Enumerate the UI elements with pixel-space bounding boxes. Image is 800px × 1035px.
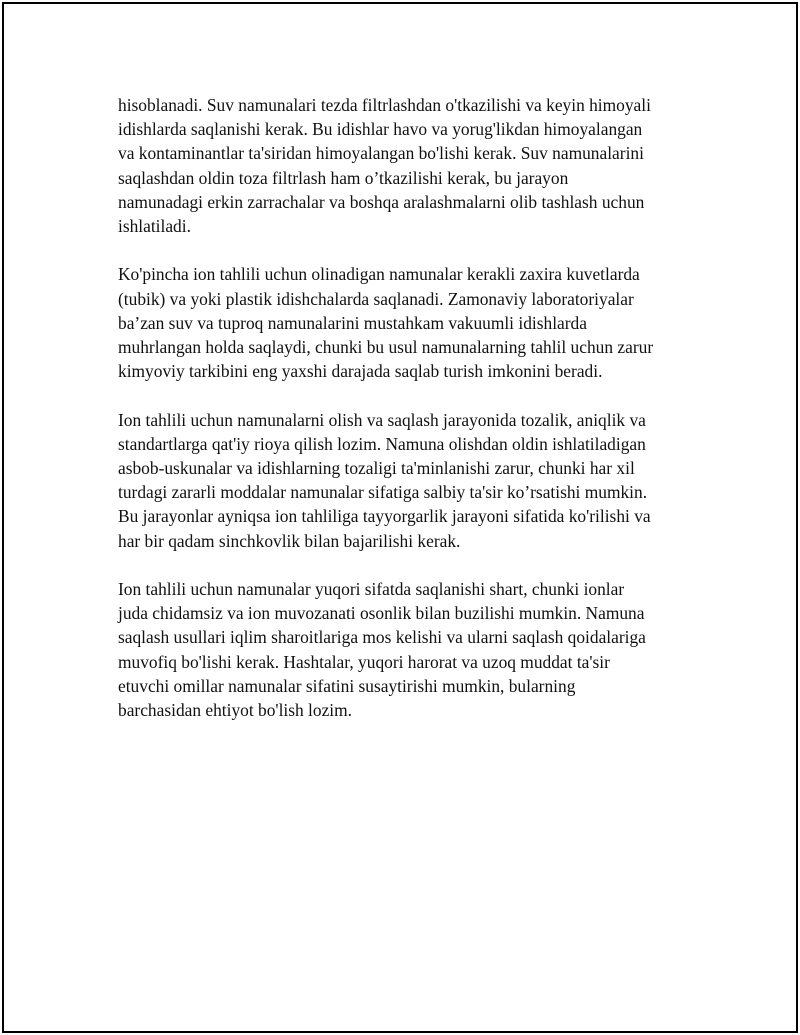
paragraph: Ko'pincha ion tahlili uchun olinadigan namunalar kerakli zaxira kuvetlarda (tubik) va yoki plastik idishchalarda saqlanadi. Zamonaviy laboratoriyalar ba’zan suv va tuproq namunalarini mustahkam vakuumli idishlarda muhrlangan holda saqlaydi, chunki bu usul namunalarning tahlil uchun zarur kimyoviy tarkibini eng yaxshi darajada saqlab turish imkonini beradi. xyxy=(118,264,654,382)
paragraph: Ion tahlili uchun namunalar yuqori sifatda saqlanishi shart, chunki ionlar juda chidamsiz va ion muvozanati osonlik bilan buzilishi mumkin. Namuna saqlash usullari iqlim sharoitlariga mos kelishi va ularni saqlash qoidalariga muvofiq bo'lishi kerak. Hashtalar, yuqori harorat va uzoq muddat ta'sir etuvchi omillar namunalar sifatini susaytirishi mumkin, bularning barchasidan ehtiyot bo'lish lozim. xyxy=(118,579,646,721)
document-body xyxy=(118,93,698,746)
paragraph: Ion tahlili uchun namunalarni olish va saqlash jarayonida tozalik, aniqlik va standartlarga qat'iy rioya qilish lozim. Namuna olishdan oldin ishlatiladigan asbob-uskunalar va idishlarning tozaligi ta'minlanishi zarur, chunki har xil turdagi zararli moddalar namunalar sifatiga salbiy ta'sir ko’rsatishi mumkin. Bu jarayonlar ayniqsa ion tahliliga tayyorgarlik jarayoni sifatida ko'rilishi va har bir qadam sinchkovlik bilan bajarilishi kerak. xyxy=(118,409,651,551)
paragraph: hisoblanadi. Suv namunalari tezda filtrlashdan o'tkazilishi va keyin himoyali idishlarda saqlanishi kerak. Bu idishlar havo va yorug'likdan himoyalangan va kontaminantlar ta'siridan himoyalangan bo'lishi kerak. Suv namunalarini saqlashdan oldin toza filtrlash ham o’tkazilishi kerak, bu jarayon namunadagi erkin zarrachalar va boshqa aralashmalarni olib tashlash uchun ishlatiladi. xyxy=(118,95,651,237)
